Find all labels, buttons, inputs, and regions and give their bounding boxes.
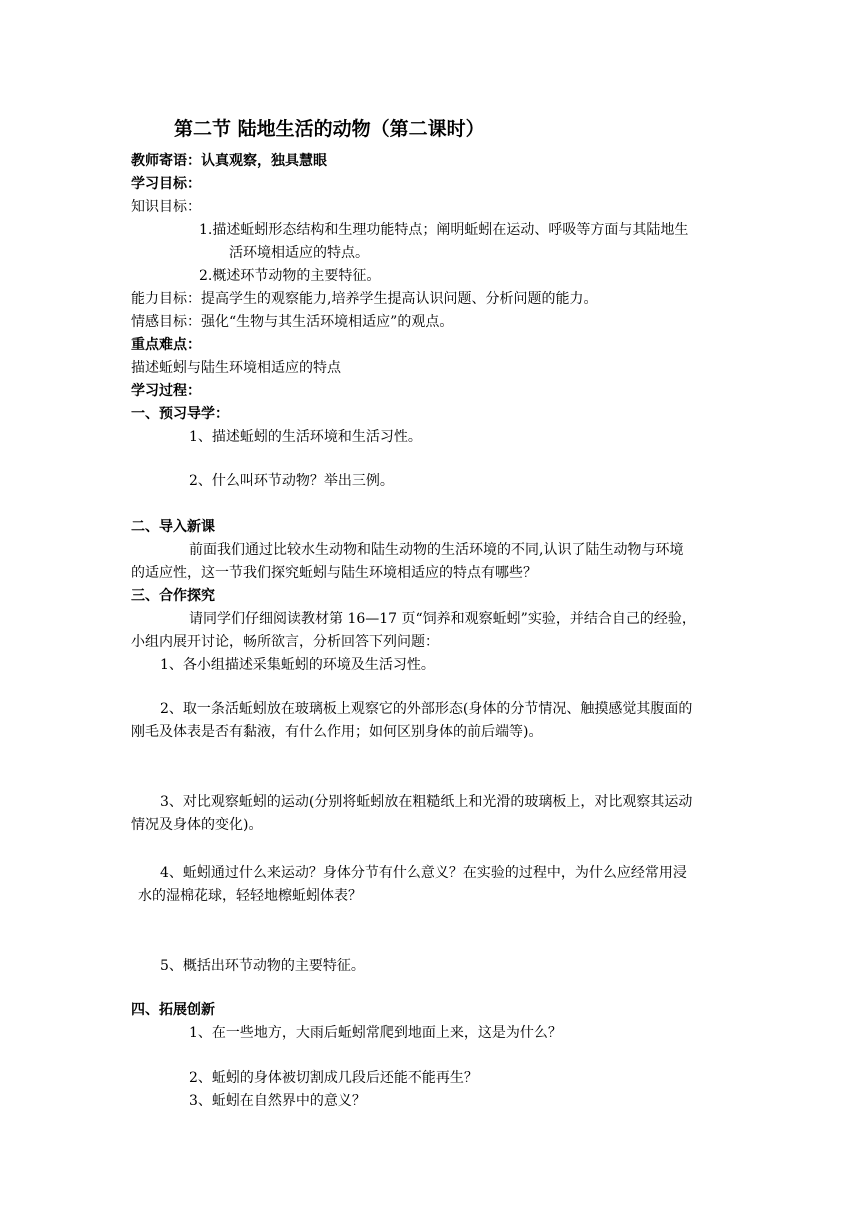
section-3-intro-line-2: 小组内展开讨论，畅所欲言，分析回答下列问题： [131, 634, 439, 650]
section-3-heading: 三、合作探究 [131, 588, 215, 604]
keypoints-text: 描述蚯蚓与陆生环境相适应的特点 [131, 360, 341, 376]
section-3-question-1: 1、各小组描述采集蚯蚓的环境及生活习性。 [160, 657, 435, 673]
section-1-question-1: 1、描述蚯蚓的生活环境和生活习性。 [189, 429, 422, 445]
page-title: 第二节 陆地生活的动物（第二课时） [174, 118, 485, 140]
section-3-question-4-line-1: 4、蚯蚓通过什么来运动？身体分节有什么意义？在实验的过程中，为什么应经常用浸 [160, 865, 687, 881]
teacher-motto: 教师寄语：认真观察，独具慧眼 [131, 153, 327, 169]
section-3-question-3-line-2: 情况及身体的变化)。 [131, 817, 263, 833]
ability-objective: 能力目标：提高学生的观察能力,培养学生提高认识问题、分析问题的能力。 [131, 291, 598, 307]
keypoints-heading: 重点难点： [131, 337, 201, 353]
section-1-question-2: 2、什么叫环节动物？举出三例。 [189, 473, 394, 489]
section-3-question-2-line-1: 2、取一条活蚯蚓放在玻璃板上观察它的外部形态(身体的分节情况、触摸感觉其腹面的 [160, 701, 693, 717]
section-3-question-5: 5、概括出环节动物的主要特征。 [160, 958, 365, 974]
knowledge-item-1-cont: 活环境相适应的特点。 [229, 245, 369, 261]
objectives-heading: 学习目标： [131, 176, 201, 192]
section-4-heading: 四、拓展创新 [131, 1002, 215, 1018]
section-4-question-1: 1、在一些地方，大雨后蚯蚓常爬到地面上来，这是为什么？ [189, 1025, 562, 1041]
section-2-paragraph-line-2: 的适应性，这一节我们探究蚯蚓与陆生环境相适应的特点有哪些？ [131, 565, 537, 581]
section-4-question-3: 3、蚯蚓在自然界中的意义？ [189, 1093, 366, 1109]
section-3-intro-line-1: 请同学们仔细阅读教材第 16—17 页“饲养和观察蚯蚓”实验，并结合自己的经验， [189, 611, 696, 627]
section-2-heading: 二、导入新课 [131, 519, 215, 535]
section-3-question-3-line-1: 3、对比观察蚯蚓的运动(分别将蚯蚓放在粗糙纸上和光滑的玻璃板上，对比观察其运动 [160, 794, 693, 810]
section-3-question-4-line-2: 水的湿棉花球，轻轻地檫蚯蚓体表？ [138, 888, 362, 904]
section-4-question-2: 2、蚯蚓的身体被切割成几段后还能不能再生？ [189, 1070, 478, 1086]
emotion-objective: 情感目标：强化“生物与其生活环境相适应”的观点。 [131, 314, 454, 330]
section-2-paragraph-line-1: 前面我们通过比较水生动物和陆生动物的生活环境的不同,认识了陆生动物与环境 [189, 542, 684, 558]
knowledge-item-2: 2.概述环节动物的主要特征。 [199, 268, 381, 284]
knowledge-label: 知识目标： [131, 199, 201, 215]
section-1-heading: 一、预习导学： [131, 406, 229, 422]
knowledge-item-1: 1.描述蚯蚓形态结构和生理功能特点；阐明蚯蚓在运动、呼吸等方面与其陆地生 [199, 222, 689, 238]
process-heading: 学习过程： [131, 383, 201, 399]
section-3-question-2-line-2: 刚毛及体表是否有黏液，有什么作用；如何区别身体的前后端等)。 [131, 724, 543, 740]
